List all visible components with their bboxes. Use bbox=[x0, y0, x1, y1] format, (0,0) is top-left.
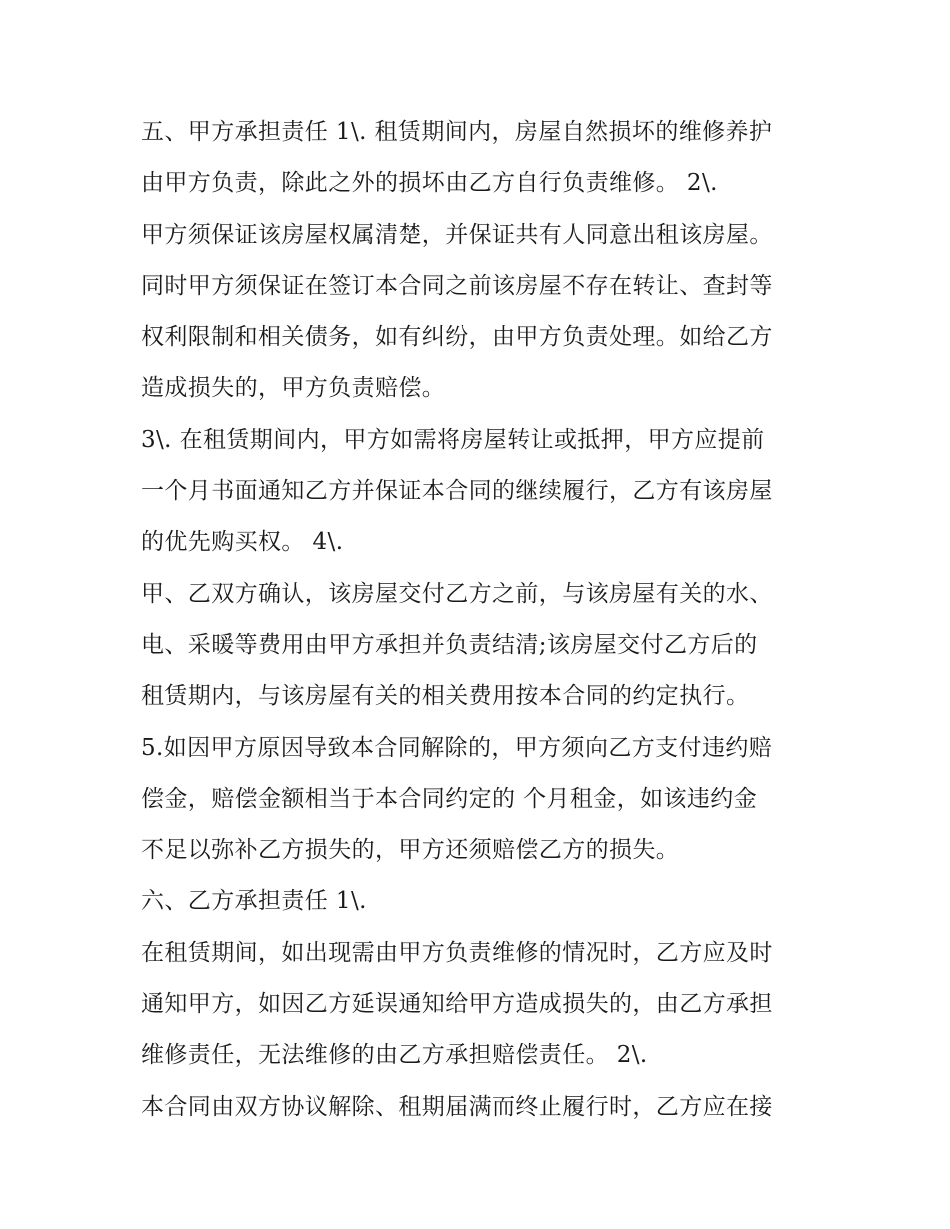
text-line: 一个月书面通知乙方并保证本合同的继续履行，乙方有该房屋 bbox=[141, 478, 773, 505]
text-line: 租赁期内，与该房屋有关的相关费用按本合同的约定执行。 bbox=[141, 683, 750, 710]
text-line: 的优先购买权。 4\. bbox=[141, 529, 344, 556]
text-line: 甲方须保证该房屋权属清楚，并保证共有人同意出租该房屋。 bbox=[141, 221, 773, 248]
text-line: 权利限制和相关债务，如有纠纷，由甲方负责处理。如给乙方 bbox=[141, 324, 773, 351]
text-line: 通知甲方，如因乙方延误通知给甲方造成损失的，由乙方承担 bbox=[141, 991, 773, 1018]
text-line: 同时甲方须保证在签订本合同之前该房屋不存在转让、查封等 bbox=[141, 272, 773, 299]
text-line: 本合同由双方协议解除、租期届满而终止履行时，乙方应在接 bbox=[141, 1093, 773, 1120]
text-line: 偿金，赔偿金额相当于本合同约定的 个月租金，如该违约金 bbox=[141, 785, 758, 812]
text-line: 5.如因甲方原因导致本合同解除的，甲方须向乙方支付违约赔 bbox=[141, 734, 773, 761]
text-line: 电、采暖等费用由甲方承担并负责结清;该房屋交付乙方后的 bbox=[141, 631, 758, 658]
text-line: 由甲方负责，除此之外的损坏由乙方自行负责维修。 2\. bbox=[141, 170, 718, 197]
text-line: 不足以弥补乙方损失的，甲方还须赔偿乙方的损失。 bbox=[141, 837, 680, 864]
text-line: 五、甲方承担责任 1\. 租赁期间内，房屋自然损坏的维修养护 bbox=[141, 119, 773, 145]
contract-text-block bbox=[141, 107, 821, 1133]
text-line: 造成损失的，甲方负责赔偿。 bbox=[141, 375, 446, 402]
text-line: 甲、乙双方确认，该房屋交付乙方之前，与该房屋有关的水、 bbox=[141, 580, 773, 607]
text-line: 六、乙方承担责任 1\. bbox=[141, 888, 367, 915]
text-line: 3\. 在租赁期间内，甲方如需将房屋转让或抵押，甲方应提前 bbox=[141, 426, 765, 453]
text-line: 维修责任，无法维修的由乙方承担赔偿责任。 2\. bbox=[141, 1042, 648, 1069]
text-line: 在租赁期间，如出现需由甲方负责维修的情况时，乙方应及时 bbox=[141, 939, 773, 966]
